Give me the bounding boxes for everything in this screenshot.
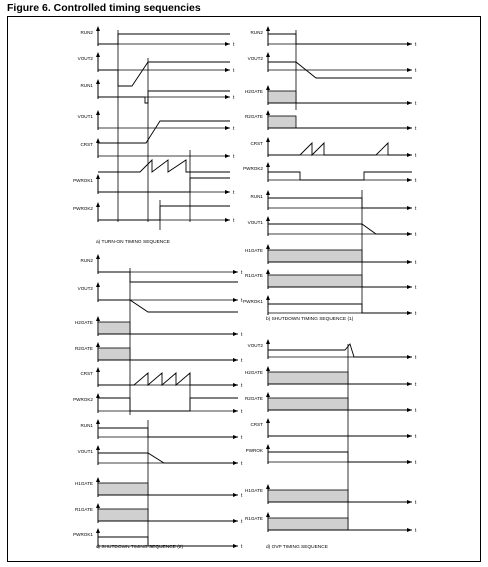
time-axis-arrow	[407, 68, 412, 72]
time-axis-label: t	[415, 126, 417, 132]
signal-label-pwrok1: PWROK1	[243, 299, 263, 304]
signal-label-pwrok1: PWROK1	[73, 178, 93, 183]
signal-axis-arrow	[266, 366, 270, 371]
time-axis-label: t	[415, 408, 417, 414]
time-axis-label: t	[415, 500, 417, 506]
signal-label-vout1: VOUT1	[77, 449, 93, 454]
panel-caption-a: a) TURN-ON TIMING SEQUENCE	[96, 240, 170, 245]
time-axis-label: t	[241, 332, 243, 338]
time-axis-label: t	[241, 519, 243, 525]
time-axis-label: t	[415, 434, 417, 440]
signal-axis-arrow	[266, 269, 270, 274]
signal-axis-arrow	[266, 418, 270, 423]
signal-axis-arrow	[266, 162, 270, 167]
signal-label-r2gate: R2GATE	[244, 396, 263, 401]
time-axis-arrow	[225, 68, 230, 72]
signal-label-vout1: VOUT1	[77, 114, 93, 119]
signal-axis-arrow	[96, 254, 100, 259]
time-axis-label: t	[415, 101, 417, 107]
signal-label-vout2: VOUT2	[77, 286, 93, 291]
signal-label-run1: RUN1	[80, 423, 93, 428]
time-axis-label: t	[241, 270, 243, 276]
time-axis-arrow	[225, 126, 230, 130]
gate-pulse	[268, 372, 348, 384]
signal-axis-arrow	[266, 295, 270, 300]
signal-axis-arrow	[96, 202, 100, 207]
time-axis-label: t	[233, 126, 235, 132]
signal-label-r2gate: R2GATE	[74, 346, 93, 351]
signal-axis-arrow	[266, 110, 270, 115]
signal-axis-arrow	[266, 216, 270, 221]
time-axis-label: t	[233, 154, 235, 160]
time-axis-label: t	[233, 95, 235, 101]
waveform-run2	[268, 34, 412, 44]
signal-axis-arrow	[266, 444, 270, 449]
waveform-run2	[98, 34, 230, 44]
waveform-run1	[268, 198, 412, 208]
signal-axis-arrow	[96, 528, 100, 533]
time-axis-label: t	[415, 528, 417, 534]
signal-label-r2gate: R2GATE	[244, 114, 263, 119]
time-axis-arrow	[225, 190, 230, 194]
signal-axis-arrow	[96, 79, 100, 84]
gate-pulse	[268, 250, 362, 262]
time-axis-label: t	[415, 68, 417, 74]
gate-pulse	[268, 275, 362, 287]
signal-axis-arrow	[96, 393, 100, 398]
signal-label-h2gate: H2GATE	[74, 320, 93, 325]
signal-label-pwrok2: PWROK2	[73, 397, 93, 402]
time-axis-label: t	[415, 260, 417, 266]
signal-axis-arrow	[96, 477, 100, 482]
signal-label-vout2: VOUT2	[77, 56, 93, 61]
time-axis-label: t	[415, 206, 417, 212]
time-axis-label: t	[415, 153, 417, 159]
signal-label-r1gate: R1GATE	[74, 507, 93, 512]
time-axis-label: t	[241, 544, 243, 550]
time-axis-label: t	[415, 42, 417, 48]
gate-pulse	[268, 398, 348, 410]
waveform-crst	[98, 373, 238, 385]
time-axis-label: t	[241, 358, 243, 364]
signal-label-run1: RUN1	[250, 194, 263, 199]
signal-axis-arrow	[96, 367, 100, 372]
time-axis-label: t	[241, 298, 243, 304]
signal-axis-arrow	[266, 52, 270, 57]
waveform-run1	[98, 428, 238, 437]
time-axis-arrow	[407, 178, 412, 182]
time-axis-label: t	[415, 285, 417, 291]
signal-axis-arrow	[266, 85, 270, 90]
signal-label-vout2: VOUT2	[247, 56, 263, 61]
time-axis-label: t	[241, 461, 243, 467]
signal-label-crst: CRST	[80, 371, 93, 376]
signal-label-crst: CRST	[250, 422, 263, 427]
signal-axis-arrow	[96, 445, 100, 450]
waveform-pwrok1	[268, 304, 412, 313]
signal-label-h1gate: H1GATE	[244, 248, 263, 253]
gate-pulse	[268, 518, 348, 530]
signal-axis-arrow	[266, 190, 270, 195]
gate-pulse	[98, 483, 148, 495]
time-axis-label: t	[233, 42, 235, 48]
waveform-vout1	[268, 224, 412, 234]
signal-label-pwrok: PWROK	[245, 448, 263, 453]
signal-axis-arrow	[96, 503, 100, 508]
time-axis-arrow	[233, 270, 238, 274]
time-axis-arrow	[225, 95, 230, 99]
time-axis-label: t	[415, 355, 417, 361]
time-axis-label: t	[415, 460, 417, 466]
signal-label-pwrok2: PWROK2	[243, 166, 263, 171]
gate-pulse	[268, 116, 296, 128]
signal-label-h1gate: H1GATE	[244, 488, 263, 493]
time-axis-arrow	[233, 409, 238, 413]
signal-label-crst: CRST	[80, 142, 93, 147]
waveform-run2	[98, 272, 238, 282]
panel-d	[245, 339, 417, 550]
time-axis-arrow	[225, 42, 230, 46]
time-axis-label: t	[241, 409, 243, 415]
waveform-pwrok2	[268, 172, 412, 180]
signal-axis-arrow	[96, 419, 100, 424]
panel-a	[73, 26, 235, 245]
signal-axis-arrow	[96, 316, 100, 321]
signal-label-h2gate: H2GATE	[244, 370, 263, 375]
signal-axis-arrow	[96, 110, 100, 115]
signal-axis-arrow	[96, 52, 100, 57]
time-axis-label: t	[415, 232, 417, 238]
signal-axis-arrow	[266, 244, 270, 249]
panel-caption-d: d) OVP TIMING SEQUENCE	[266, 545, 328, 550]
panel-c	[73, 254, 243, 550]
panel-b	[243, 26, 417, 322]
time-axis-arrow	[225, 218, 230, 222]
time-axis-arrow	[225, 154, 230, 158]
signal-label-vout2: VOUT2	[247, 343, 263, 348]
signal-axis-arrow	[96, 26, 100, 31]
signal-axis-arrow	[266, 512, 270, 517]
waveform-vout2	[98, 300, 238, 312]
time-axis-label: t	[233, 218, 235, 224]
signal-axis-arrow	[266, 137, 270, 142]
waveform-crst	[268, 143, 412, 155]
time-axis-label: t	[241, 435, 243, 441]
signal-axis-arrow	[266, 26, 270, 31]
signal-axis-arrow	[96, 342, 100, 347]
signal-label-pwrok2: PWROK2	[73, 206, 93, 211]
time-axis-label: t	[415, 178, 417, 184]
signal-axis-arrow	[266, 484, 270, 489]
signal-axis-arrow	[96, 174, 100, 179]
signal-axis-arrow	[96, 138, 100, 143]
time-axis-label: t	[233, 190, 235, 196]
time-axis-label: t	[233, 68, 235, 74]
waveform-pwrok	[268, 452, 412, 462]
signal-axis-arrow	[266, 392, 270, 397]
panel-caption-c: c) SHUTDOWN TIMING SEQUENCE (2)	[96, 545, 184, 550]
time-axis-label: t	[241, 383, 243, 389]
figure-title: Figure 6. Controlled timing sequencies	[7, 2, 201, 14]
signal-label-pwrok1: PWROK1	[73, 532, 93, 537]
signal-label-h2gate: H2GATE	[244, 89, 263, 94]
time-axis-arrow	[233, 298, 238, 302]
gate-pulse	[98, 322, 130, 334]
waveform-vout2	[268, 344, 412, 357]
gate-pulse	[98, 509, 148, 521]
panel-caption-b: b) SHUTDOWN TIMING SEQUENCE (1)	[266, 317, 354, 322]
signal-label-run2: RUN2	[80, 30, 93, 35]
signal-label-r1gate: R1GATE	[244, 516, 263, 521]
gate-pulse	[98, 348, 130, 360]
signal-label-crst: CRST	[250, 141, 263, 146]
signal-label-r1gate: R1GATE	[244, 273, 263, 278]
time-axis-label: t	[241, 493, 243, 499]
signal-label-run2: RUN2	[250, 30, 263, 35]
signal-axis-arrow	[96, 282, 100, 287]
signal-label-run2: RUN2	[80, 258, 93, 263]
gate-pulse	[268, 490, 348, 502]
waveform-pwrok2	[98, 398, 238, 411]
waveform-vout1	[98, 453, 238, 463]
gate-pulse	[268, 91, 296, 103]
signal-label-vout1: VOUT1	[247, 220, 263, 225]
signal-label-h1gate: H1GATE	[74, 481, 93, 486]
signal-label-run1: RUN1	[80, 83, 93, 88]
signal-axis-arrow	[266, 339, 270, 344]
time-axis-label: t	[415, 382, 417, 388]
time-axis-label: t	[415, 311, 417, 317]
